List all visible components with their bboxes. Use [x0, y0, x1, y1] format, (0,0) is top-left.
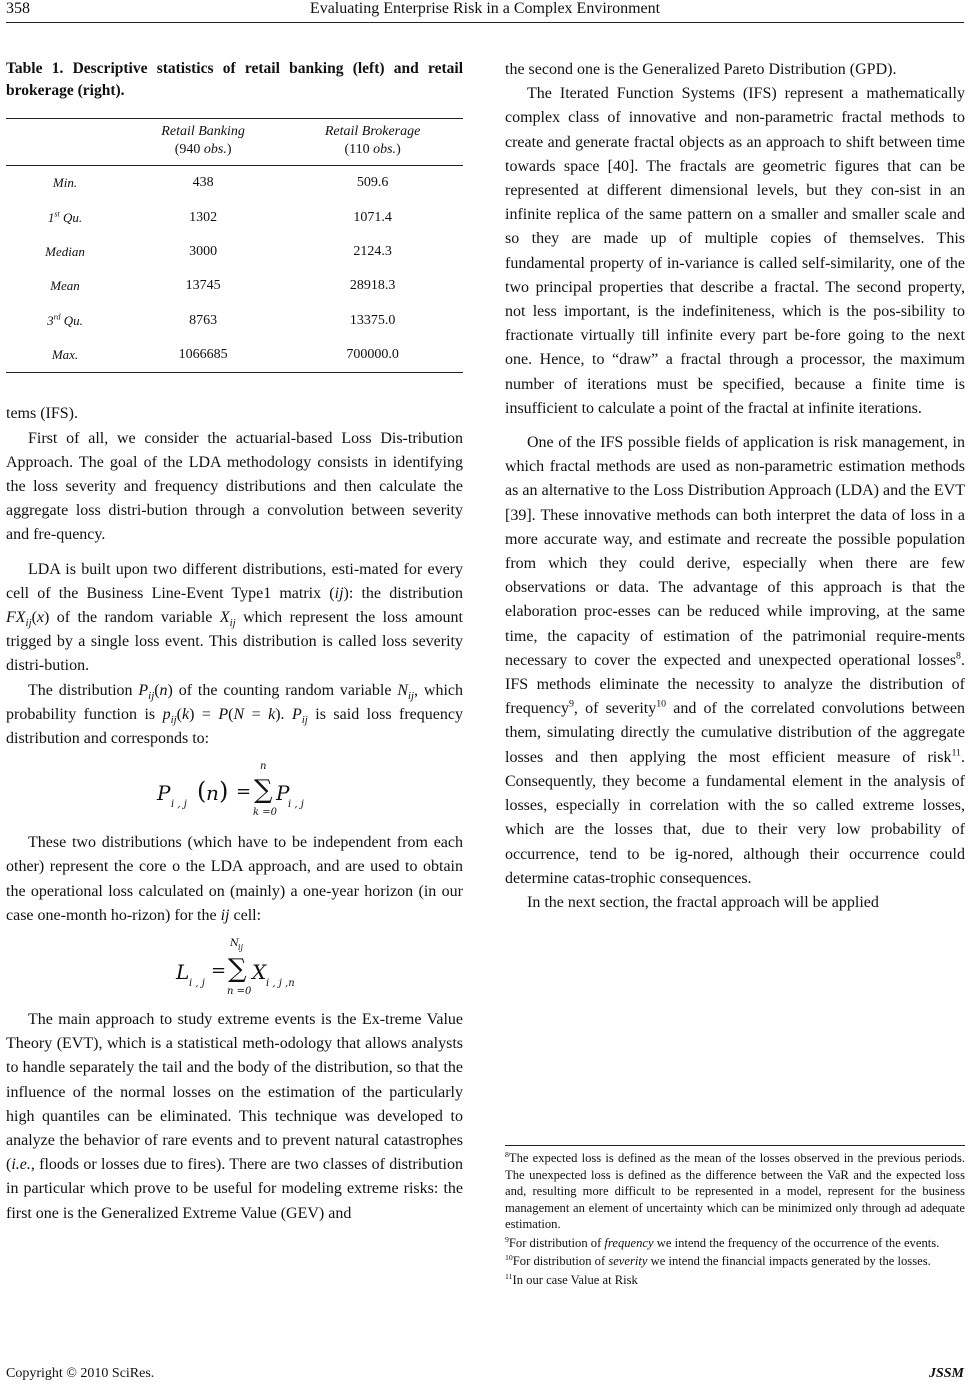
paragraph-tems: tems (IFS). — [6, 405, 78, 423]
page-header — [0, 0, 970, 22]
table-corner-cell — [6, 119, 124, 166]
table-row — [6, 269, 463, 303]
journal-abbrev: JSSM — [928, 1366, 964, 1381]
cell-brokerage: 13375.0 — [349, 312, 396, 328]
table-row — [6, 338, 463, 373]
footnote-8: $^8$The expected loss is defined as the mean of the losses observed in the previous periods. The unexpected loss is defined as the difference between the VaR and the expected loss and, resulting more difficult to be represented in a model, represent for the business management an element of uncertainty which can be minimized only through ad adequate estimation. — [505, 1149, 965, 1231]
cell-brokerage: 2124.3 — [353, 243, 392, 259]
table-row — [6, 166, 463, 201]
paragraph-evt: The main approach to study extreme events is the Ex-treme Value Theory (EVT), which is a statistical meth-odology that allows analysts to handle separately the tail and the body of the distribution, so that the influence of the normal losses on the estimation of the particularly high quantiles can be eliminated. This technique was developed to analyze the behavior of rare events and to prevent natural catastrophes (i.e., floods or losses due to fires). There are two classes of distribution in particular which prove to be useful for modeling extreme risks: the first one is the Generalized Extreme Value (GEV) and — [6, 1011, 463, 1222]
row-label: 1st Qu. — [47, 209, 83, 225]
formula-aggregate-loss: L i , j = ∑ N ij n =0 X i , j ,n — [176, 938, 295, 997]
cell-banking: 1302 — [189, 209, 218, 225]
cell-banking: 1066685 — [178, 347, 228, 363]
copyright: Copyright © 2010 SciRes. — [6, 1366, 155, 1381]
paragraph-ifs-application: One of the IFS possible fields of application is risk management, in which fractal methods are used as non-parametric estimation methods as an alternative to the Loss Distribution Approach (LDA) and the EVT [39]. These innovative methods can both interpret the data of loss in a more accurate way, and estimate and recreate the possible population from which they could derive, especially when there are few observations or data. The advantage of this approach is that the elaboration proc-esses can be reduced while improving, at the same time, the capacity of estimation of the patrimonial require-ments necessary to cover the expected and unexpected operational losses$^8$. IFS methods eliminate the necessity to analyze the distribution of frequency$^9$, of severity$^{10}$ and of the correlated convolutions between them, simulating directly the cumulative distribution of the aggregate losses and then applying the most efficient measure of risk$^{11}$. Consequently, they become a fundamental element in the analysis of losses, especially in correlation with the so called extreme losses, which are the losses that, due to their very low probability of occurrence, tend to be ig-nored, although their occurrence could determine catas-trophic consequences. — [505, 434, 965, 887]
paragraph-lda-intro: First of all, we consider the actuarial-based Loss Dis-tribution Approach. The goal of the LDA methodology consists in identifying the loss severity and frequency distributions and then calculate the aggregate loss distri-bution through a convolution between severity and fre-quency. — [6, 429, 463, 544]
footnotes — [505, 1145, 965, 1290]
cell-brokerage: 700000.0 — [346, 347, 399, 363]
right-column — [505, 58, 965, 915]
table-header-row — [6, 119, 463, 166]
table-row — [6, 304, 463, 338]
paragraph-next-section: In the next section, the fractal approach will be applied — [527, 893, 879, 911]
cell-banking: 3000 — [189, 243, 218, 259]
footnote-9: $^9$For distribution of frequency we intend the frequency of the occurrence of the events. — [505, 1234, 940, 1250]
row-label: Min. — [52, 175, 78, 191]
paragraph-lda-frequency: The distribution $P_{ij}(n)$ of the counting random variable $N_{ij}$, which probability function is $p_{ij}(k) = P(N = k)$. $P_{ij}$ is said loss frequency distribution and corresponds to: — [6, 681, 464, 747]
table-row — [6, 235, 463, 269]
footnote-10: $^{10}$For distribution of severity we intend the financial impacts generated by the losses. — [505, 1252, 931, 1268]
cell-brokerage: 509.6 — [356, 175, 389, 191]
cell-banking: 8763 — [189, 312, 218, 328]
page-footer — [6, 1366, 964, 1382]
paragraph-ifs: The Iterated Function Systems (IFS) represent a mathematically complex class of innovative and non-parametric fractal methods to create and generate fractal objects as an approach to shift between time towards space [40]. The fractals are geometric figures that can be represented at different dimensional levels, but they con-sist in an infinite replica of the same pattern on a smaller and smaller scale and so they are made up of multiple copies of themselves. This fundamental property of in-variance is called self-similarity, one of the two principal properties that describe a fractal. The second property, not less important, is the indefiniteness, which is the pos-sibility to fractionate virtually till infinite every part be-fore going to the next one. Hence, to “draw” a fractal through a processor, the maximum number of iterations must be specified, because a finite time is insufficient to calculate a point of the fractal at infinite iterations. — [505, 85, 965, 417]
paragraph-lda-severity: LDA is built upon two different distributions, esti-mated for every cell of the Business Line-Event Type1 matrix (ij): the distribution $FX_{ij}(x)$ of the random variable $X_{ij}$ which represent the loss amount trigged by a single loss event. This distribution is called loss severity distri-bution. — [6, 560, 463, 675]
cell-banking: 438 — [192, 175, 214, 191]
row-label: Max. — [51, 347, 79, 363]
col-header-retail-brokerage: Retail Brokerage (110 obs.) — [324, 124, 421, 157]
cell-brokerage: 1071.4 — [353, 209, 392, 225]
cell-brokerage: 28918.3 — [349, 278, 396, 294]
formula-frequency-distribution: P i , j ( n ) = ∑ n k =0 P i , j — [157, 761, 304, 819]
footnote-11: $^{11}$In our case Value at Risk — [505, 1271, 638, 1287]
row-label: 3rd Qu. — [47, 312, 83, 328]
page-number: 358 — [6, 0, 30, 17]
row-label: Mean — [50, 278, 80, 294]
descriptive-statistics-table — [6, 118, 463, 373]
col-header-retail-banking: Retail Banking (940 obs.) — [161, 124, 245, 157]
header-rule — [6, 22, 964, 23]
cell-banking: 13745 — [185, 278, 221, 294]
paragraph-lda-core: These two distributions (which have to be independent from each other) represent the core o the LDA approach, and are used to obtain the operational loss calculated on (mainly) a one-year horizon (in our case one-month ho-rizon) for the ij cell: — [6, 834, 463, 924]
running-title: Evaluating Enterprise Risk in a Complex Environment — [309, 0, 661, 17]
table-caption: Table 1. Descriptive statistics of retail banking (left) and retail brokerage (right). — [6, 60, 463, 99]
table-row — [6, 200, 463, 234]
row-label: Median — [45, 243, 85, 259]
paragraph-gpd: the second one is the Generalized Pareto Distribution (GPD). — [505, 61, 897, 78]
left-column — [6, 58, 463, 1226]
